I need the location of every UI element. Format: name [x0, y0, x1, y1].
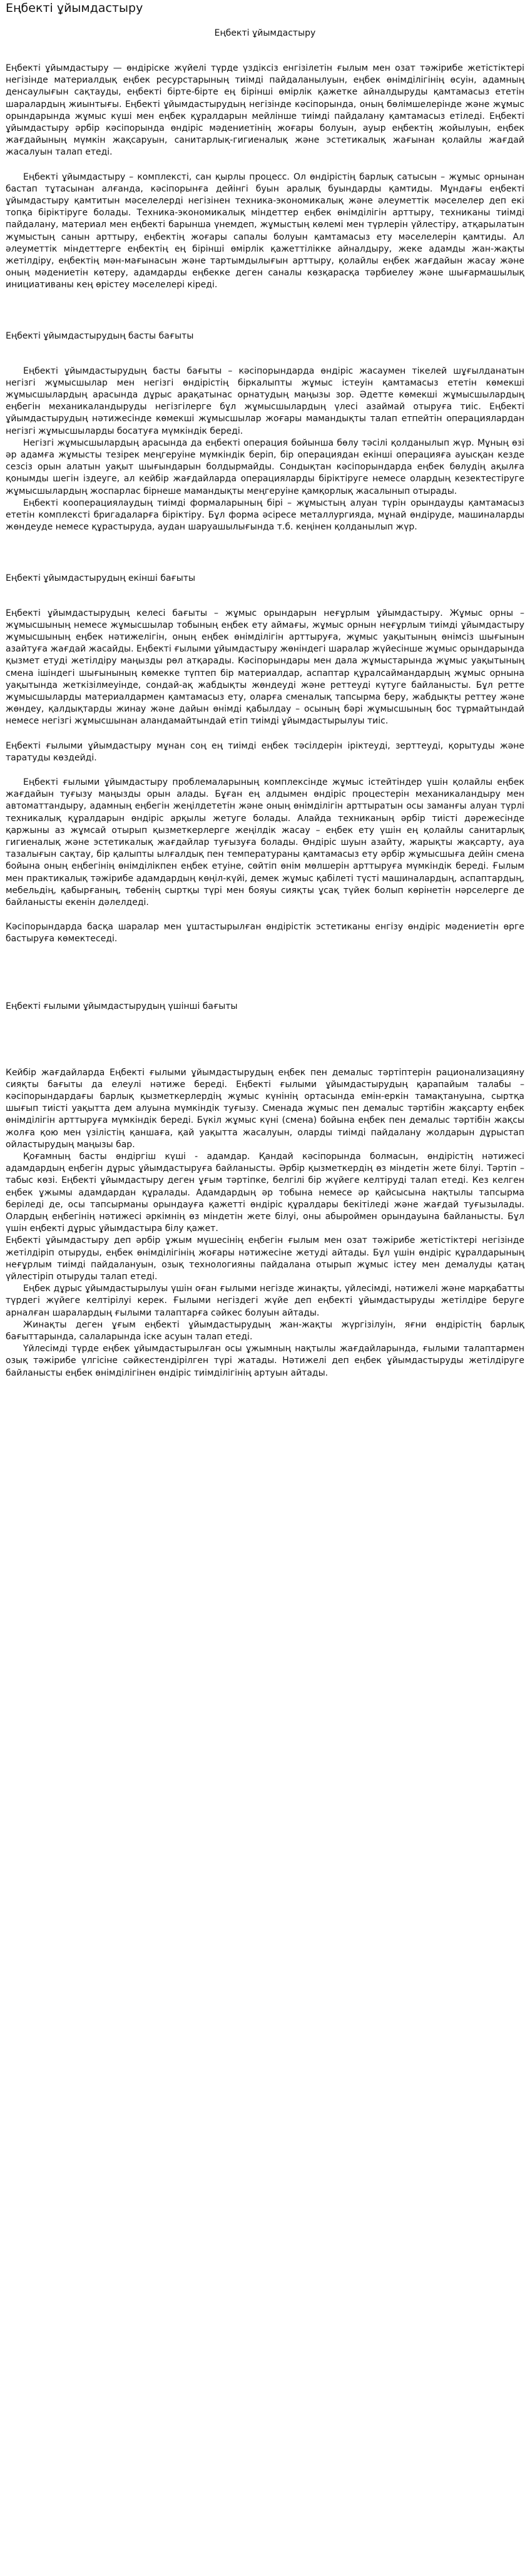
section-1-heading: Еңбекті ұйымдастырудың басты бағыты — [6, 330, 194, 341]
intro-paragraph-1: Еңбекті ұйымдастыру — өндіріске жүйелі түрде үздіксіз енгізілетін ғылым мен озат тәжірибе жетістіктері негізінде материалдық еңбек ресурстарының тиімді пайдаланылуын, еңбек өнімділігінің өсуін, адамның денсаулығын сақтауды, еңбекті біртe-біртe ең бірінші өмірлік қажетке айналдыруды қамтамасыз ететін шаралардың жиынтығы. Еңбекті ұйымдастырудың негізінде кәсіпорында, оның бөлімшелерінде және жұмыс орындарында жұмыс күші мен еңбек құралдарын мейлінше тиімді пайдалану қамтамасыз етіледі. Еңбекті ұйымдастыру әрбір кәсіпорында өндіріс мәдениетінің жоғары болуын, ауыр еңбектің жойылуын, еңбек жағдайының мүмкін жақсаруын, санитарлық-гигиеналық және эстетикалық жағынан қолайлы жағдай жасалуын талап етеді. — [6, 63, 524, 158]
section-2-paragraph-1: Еңбекті ұйымдастырудың келесі бағыты – жұмыс орындарын неғұрлым ұйымдастыру. Жұмыс орны – жұмысшының немесе жұмысшылар тобының еңбек ету аймағы, жұмыс орнын неғұрлым тиімді ұйымдастыру жұмысшының еңбек нәтижелігін, оның еңбек өнімділігін арттыруға, жұмыс уақытының өнімсіз шығынын азайтуға жағдай жасайды. Еңбекті ғылыми ұйымдастыру жөніндегі шаралар жүйесінше жұмыс орындарында қызмет етуді жетілдіру маңызды рөл атқарады. Кәсіпорындары мен дала жұмыстарында жұмыс уақытының сменa ішіндегі шығынының көмекке түптеп бір материалдар, аспаптар құралсаймандардың жұмыс орнына уақытында жеткізілмеуінде, сондай-ақ жабдықты жөндеуді және реттеуді күтуге байланысты. Бұл ретте жұмысшыларды материалдармен қамтамасыз ету, оларға сменалық тапсырма беру, жабдықты реттеу және жөндеу, қалдықтарды жинау және дайын өнімді қабылдау – осының бәрі жұмысшының бос тұрмайтындай немесе негізгі жұмысшынан аландамайтындай етіп тиімді ұйымдастырылуы тиіс. — [6, 608, 524, 727]
spacer — [6, 909, 524, 921]
section-3-paragraph-5: Жинақты деген ұғым еңбекті ұйымдастырудың жан-жақты жүргізілуін, яғни өндірістің барлық бағыттарында, салаларында іске асуын талап етеді. — [6, 1319, 524, 1342]
section-3-paragraph-4: Еңбек дұрыс ұйымдастырылуы үшін оған ғылыми негізде жинақты, үйлесімді, нәтижелі және марқабатты түрдегі жүйеге келтірілуі керек. Ғылыми негіздегі жүйе деп еңбекті ұйымдастыруды жетілдіре беруге арналған шаралардың ғылыми талаптарға сәйкес болуын айтады. — [6, 1284, 524, 1318]
section-1-paragraph-2: Негізгі жұмысшылардың арасында да еңбекті операция бойынша бөлу тәсілі қолданылып жүр. Мұның өзі әр адамға жұмысты тезірек меңгеруіне мүмкіндік беріп, бір операциядан екінші операцияға ауысқан кезде сезсіз орын алатын уақыт шығындарын болдырмайды. Сондықтан кәсіпорындарда еңбек бөлудің ақылға қонымды шегін іздеуге, ал кейбір жағдайларда операцияларды біріктіруге немесе олардың кезектестіруге жұмысшылардың жоспарлас бірнеше мамандықты меңгеруіне қамқорлық жасалынып отырады. — [6, 437, 524, 496]
spacer — [6, 764, 524, 777]
spacer — [6, 1012, 524, 1067]
document-title: Еңбекті ұйымдастыру — [214, 28, 316, 38]
section-2-paragraph-2: Еңбекті ғылыми ұйымдастыру мұнан соң ең тиімді еңбек тәсілдерін іріктеуді, зерттеуді, қорытуды және таратуды көздейді. — [6, 740, 524, 763]
section-3-paragraph-2: Қоғамның басты өндіргіш күші - адамдар. Қандай кәсіпорында болмасын, өндірістің нәтижесі адамдардың еңбегін дұрыс ұйымдастыруға байланысты. Әрбір қызметкердің өз міндетін жете білуі. Тәртіп – табыс көзі. Еңбекті ұйымдастыру деген ұғым тәртіпке, белгілі бір жүйеге келтіруді талап етеді. Кез келген еңбек ұжымы адамдардан құралады. Адамдардың әр тобына немесе әр қайсысына нақтылы тапсырма беріледі де, осы тапсырманы орындауға қажетті өндіріс құралдары бекітіледі және жағдай туғызылады. Олардың еңбегінің нәтижесі әркімнің өз міндетін жете білуі, оны абыроймен орындауына байланысты. Бұл үшін еңбекті дұрыс ұйымдастыра білу қажет. — [6, 1152, 524, 1234]
section-2-heading: Еңбекті ұйымдастырудың екінші бағыты — [6, 573, 196, 583]
section-2-paragraph-4: Кәсіпорындарда басқа шаралар мен ұштастырылған өндірістік эстетиканы енгізу өндіріс мәдениетін өрге бастыруға көмектеседі. — [6, 922, 524, 944]
section-3-heading: Еңбекті ғылыми ұйымдастырудың үшінші бағыты — [6, 1001, 238, 1011]
page-title: Еңбекті ұйымдастыру — [6, 1, 143, 15]
spacer — [6, 292, 524, 330]
section-2-paragraph-3: Еңбекті ғылыми ұйымдастыру проблемаларының комплексінде жұмыс істейтіндер үшін қолайлы еңбек жағдайын туғызу маңызды орын алады. Бұған ең алдымен өндіріс процестерін механикаландыру мен автоматтандыру, адамның еңбегін жеңілдететін және оның өнімділігін арттыратын осы заманғы алуан түрлі техникалық құралдарын өндіріс арқылы жетуге болады. Алайда техниканың әрбір тиісті дәрежесінде қаржыны аз жұмсай отырып қызметкерлерге жеңілдік жасау – еңбек ету үшін ең қолайлы санитарлық гигиеналық және эстетикалық жағдайлар туғызуға болады. Өндіріс шуын азайту, жарықты жақсарту, ауа тазалығын сақтау, бір қалыпты ылғалдық пен температураны қамтамасыз ету әрбір жұмысшыға дейін сменa бойына оның еңбегінің өнімділікпен еңбек етуіне, сөйтіп өнім мөлшерін арттыруға мүмкіндік береді. Ғылым мен практикалық тәжірибе адамдардың көңіл-күйі, демек жұмыс қабілеті түсті машиналардың, аспаптардың, мебельдің, қабырғаның, төбенің сыртқы түрі мен бояуы сияқты ұсақ түйек болып көрінетін нәрселерге де байланысты екенін дәлелдеді. — [6, 777, 524, 907]
spacer — [6, 159, 524, 171]
spacer — [6, 584, 524, 608]
section-3-paragraph-6: Үйлесімді түрде еңбек ұйымдастырылған осы ұжымның нақтылы жағдайларында, ғылыми талаптармен озық тәжірибе үлгісіне сәйкестендірілген түрі жатады. Нәтижелі деп еңбек ұйымдастыруды жетілдіруге байланысты еңбек өнімділігінен өндіріс тиімділігінің артуын айтады. — [6, 1344, 524, 1378]
section-3-paragraph-1: Кейбір жағдайларда Еңбекті ғылыми ұйымдастырудың еңбек пен демалыс тәртіптерін рационализацияну сияқты бағыты да елеулі нәтиже береді. Еңбекті ғылыми ұйымдастырудың қарапайым талабы – кәсіпорындардағы барлық қызметкерлердің жұмыс күнінің ортасында емін-еркін тамақтануына, сыртқа шығып тиісті уақытта дем алуына мүмкіндік туғызу. Сменада жұмыс пен демалыс тәртібін жақсарту еңбек өнімділігін арттыруға мүмкіндік береді. Бүкіл жұмыс күні (смена) бойына еңбек пен демалыс тәртібін жақсы жолға қою мен үзілістің қаншаға, қай уақытта жасалуын, оларды тиімді пайдалану жолдарын дұрыстап ойластырудың маңызы бар. — [6, 1067, 524, 1150]
section-1-paragraph-1: Еңбекті ұйымдастырудың басты бағыты – кәсіпорындарда өндіріс жасаумен тікелей шұғылданатын негізгі жұмысшылар мен негізгі өндірістің біркалыпты жұмыс істеуін қамтамасыз ететін көмекші жұмысшылардың арасында дұрыс арақатынас орнатудың маңызы зор. Әдетте көмекші жұмысшылардың еңбегін механикаландыруды негізгілерге бұл жұмысшылардың үлесі азаймай отыруға тиіс. Еңбекті ұйымдастырудың нәтижесінде көмекші жұмысшылар жоғары мамандықты талап етпейтін операциялардан негізгі жұмысшыларды босатуға мүмкіндік береді. — [6, 365, 524, 436]
spacer — [6, 39, 524, 63]
spacer — [6, 342, 524, 365]
spacer — [6, 534, 524, 573]
section-3-paragraph-3: Еңбекті ұйымдастыру деп әрбір ұжым мүшесінің еңбегін ғылым мен озат тәжірибе жетістіктері негізінде жетілдіріп отыруды, еңбек өнімділігінің жоғары нәтижесіне жетуді айтады. Бұл үшін өндіріс құралдарының неғұрлым тиімді пайдалануын, озық технологияны пайдалана отырып жұмыс істеу мен демалуды қатаң үйлестіріп отыруды талап етеді. — [6, 1235, 524, 1282]
intro-paragraph-2: Еңбекті ұйымдастыру – комплексті, сан қырлы процесс. Ол өндірістің барлық сатысын – жұмыс орнынан бастап тұтасынан алғанда, кәсіпорынға дейінгі буын аралық буындарды қамтиды. Мұндағы еңбекті ұйымдастыру қамтитын мәселелерді негізінен техника-экономикалық және әлеуметтік мәселелер деп екі топқа біріктіруге болады. Техника-экономикалық міндеттер еңбек өнімділігін арттыру, техниканы тиімді пайдалану, материал мен еңбекті барынша үнемдеп, жұмыстың көлемі мен түрлерін үйлестіру, атқарылатын жұмыстың санын арттыру, еңбектің жоғары сапалы болуын қамтамасыз ету мәселелерін қамтиды. Ал әлеуметтік міндеттерге еңбектің ең бірінші өмірлік қажеттілікке айналдыру, жеке адамды жан-жақты жетілдіру, еңбектің мән-мағынасын және тартымдылығын арттыру, қолайлы еңбек жағдайын жасау және оның мәдениетін көтеру, адамдарды еңбекке деген саналы көзқарасқа тәрбиелеу және шығармашылық инициативаны кең өрістеу мәселелері кіреді. — [6, 171, 524, 290]
section-1-paragraph-3: Еңбекті кооперациялаудың тиімді формаларының бірі – жұмыстың алуан түрін орындауды қамтамасыз ететін комплексті бригадаларға біріктіру. Бұл форма әсіресе металлургияда, мұнай өндіруде, машиналарды жөндеуде немесе құрастыруда, аудан шаруашылығында т.б. кеңінен қолданылып жүр. — [6, 498, 524, 533]
spacer — [6, 946, 524, 1001]
document-page — [0, 1, 530, 2576]
spacer — [6, 728, 524, 740]
